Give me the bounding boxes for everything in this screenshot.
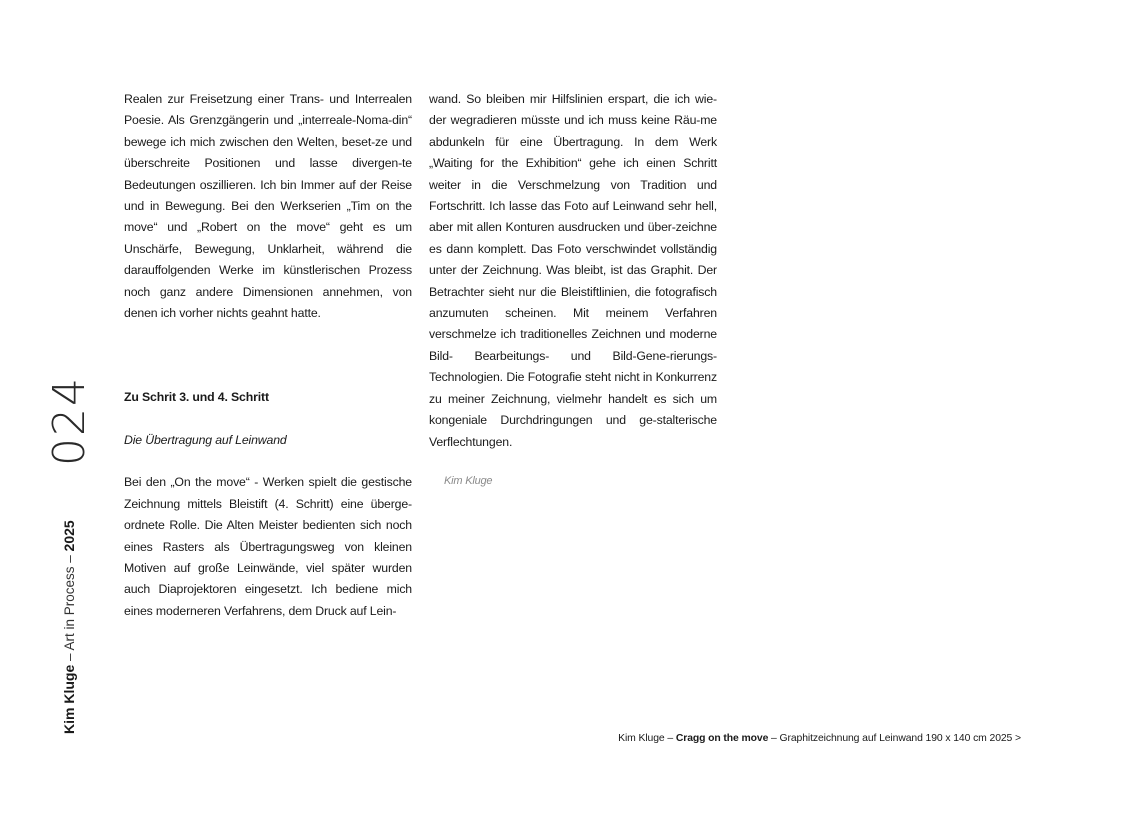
caption-details: Graphitzeichnung auf Leinwand 190 x 140 cm 2025	[779, 733, 1013, 744]
caption-work-title: Cragg on the move	[675, 733, 769, 744]
left-text-column	[124, 89, 412, 622]
section-heading: Zu Schrit 3. und 4. Schritt	[124, 390, 269, 405]
caption-artist: Kim Kluge	[618, 733, 665, 744]
sidebar-year: 2025	[61, 520, 77, 552]
author-credit: Kim Kluge	[444, 475, 493, 487]
caption-separator-1: –	[664, 733, 676, 744]
section-subheading: Die Übertragung auf Leinwand	[124, 432, 287, 447]
sidebar-separator-2: –	[62, 551, 77, 567]
sidebar-title	[58, 520, 81, 734]
caption-separator-2: –	[768, 733, 780, 744]
body-paragraph: Bei den „On the move“ - Werken spielt die gestische Zeichnung mittels Bleistift (4. Schritt) eine überge-ordnete Rolle. Die Alten Meister bedienten sich noch eines Rasters als Übertragungsweg von kleinen Motiven auf große Leinwände, viel später wurden auch Diaprojektoren eingesetzt. Ich bediene mich eines moderneren Verfahrens, dem Druck auf Lein-	[124, 475, 412, 618]
page-number: 024	[44, 376, 95, 466]
caption-next-arrow[interactable]: >	[1012, 733, 1021, 744]
intro-paragraph: Realen zur Freisetzung einer Trans- und Interrealen Poesie. Als Grenzgängerin und „interreale-Noma-din“ bewege ich mich zwischen den Welten, beset-ze und überschreite Positionen und lasse divergen-te Bedeutungen oszillieren. Ich bin Immer auf der Reise und in Bewegung. Bei den Werkserien „Tim on the move“ und „Robert on the move“ geht es um Unschärfe, Bewegung, Unklarheit, während die darauffolgenden Werke im künstlerischen Prozess noch ganz andere Dimensionen annehmen, von denen ich vorher nichts geahnt hatte.	[124, 92, 412, 321]
right-text-column	[429, 89, 717, 453]
spacer	[124, 324, 412, 366]
sidebar-artist: Kim Kluge	[61, 664, 77, 734]
sidebar-publication-title: Art in Process	[62, 566, 77, 651]
sidebar-separator-1: –	[62, 650, 77, 665]
image-caption	[618, 733, 1021, 744]
continuation-paragraph: wand. So bleiben mir Hilfslinien erspart, die ich wie-der wegradieren müsste und ich muss keine Räu-me abdunkeln für eine Übertragung. In dem Werk „Waiting for the Exhibition“ gehe ich einen Schritt weiter in die Verschmelzung von Tradition und Fortschritt. Ich lasse das Foto auf Leinwand sehr hell, aber mit allen Konturen ausdrucken und über-zeichne es dann komplett. Das Foto verschwindet vollständig unter der Zeichnung. Was bleibt, ist das Graphit. Der Betrachter sieht nur die Bleistiftlinien, die fotografisch anzumuten scheinen. Mit meinem Verfahren verschmelze ich traditionelles Zeichnen und moderne Bild- Bearbeitungs- und Bild-Gene-rierungs-Technologien. Die Fotografie steht nicht in Konkurrenz zu meiner Zeichnung, vielmehr handelt es sich um kongeniale Durchdringungen und ge-stalterische Verflechtungen.	[429, 92, 717, 449]
